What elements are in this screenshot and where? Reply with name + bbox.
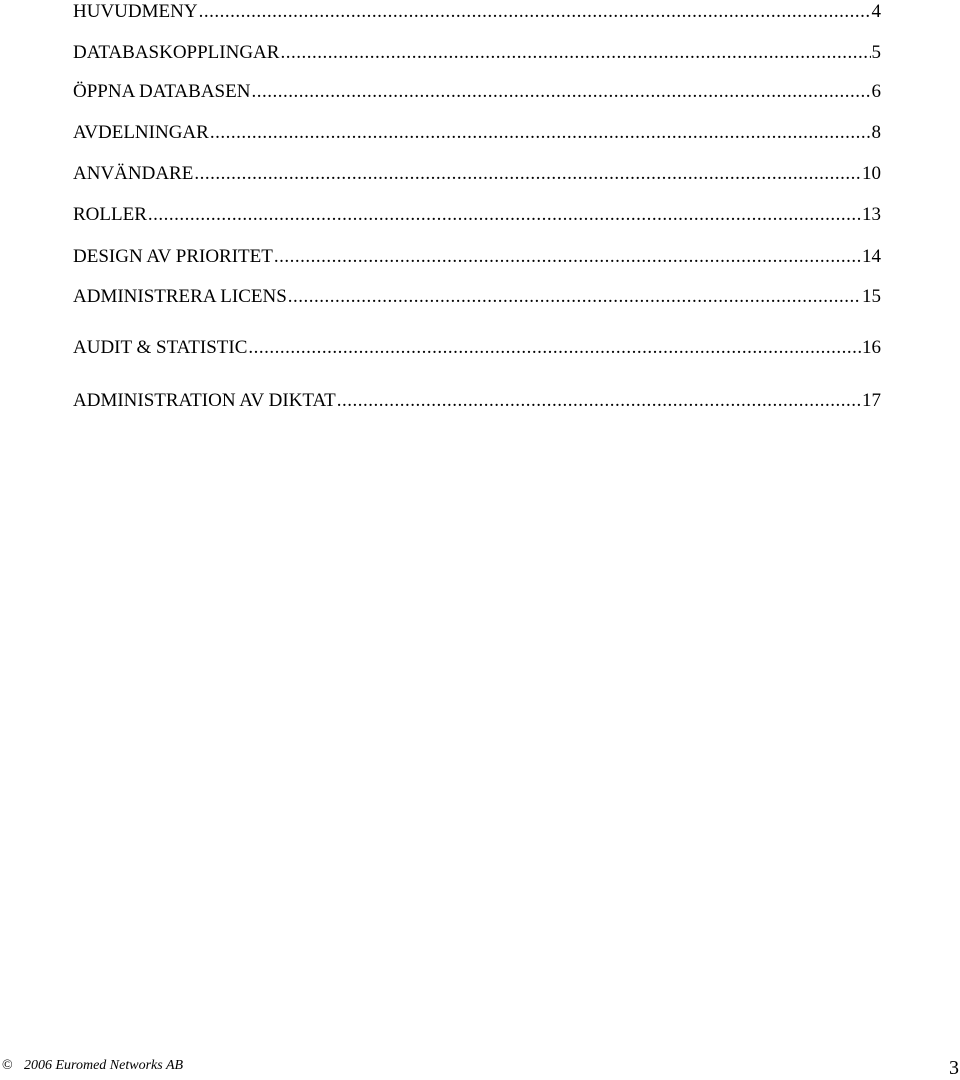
toc-entry-page: 5 xyxy=(871,42,881,63)
toc-entry-page: 13 xyxy=(862,204,881,225)
copyright-text: 2006 Euromed Networks AB xyxy=(24,1058,184,1073)
toc-entry-title: ADMINISTRERA LICENS xyxy=(73,286,287,307)
toc-entry-title: ÖPPNA DATABASEN xyxy=(73,81,251,102)
toc-entry-title: ROLLER xyxy=(73,204,147,225)
toc-entry-page: 16 xyxy=(862,337,881,358)
toc-entry-page: 8 xyxy=(871,122,881,143)
toc-dot-leader xyxy=(251,80,870,104)
toc-dot-leader xyxy=(199,0,871,24)
toc-entry-databaskopplingar[interactable] xyxy=(73,41,881,65)
toc-entry-page: 10 xyxy=(862,163,881,184)
page-number: 3 xyxy=(949,1057,959,1079)
toc-dot-leader xyxy=(194,162,861,186)
toc-entry-title: DESIGN AV PRIORITET xyxy=(73,246,273,267)
toc-entry-administration-av-diktat[interactable] xyxy=(73,389,881,413)
toc-entry-title: ADMINISTRATION AV DIKTAT xyxy=(73,390,336,411)
toc-entry-huvudmeny[interactable] xyxy=(73,0,881,24)
copyright-notice xyxy=(2,1058,183,1074)
toc-entry-title: AUDIT & STATISTIC xyxy=(73,337,248,358)
toc-entry-title: AVDELNINGAR xyxy=(73,122,209,143)
toc-dot-leader xyxy=(210,121,871,145)
toc-entry-design-av-prioritet[interactable] xyxy=(73,245,881,269)
toc-dot-leader xyxy=(337,389,861,413)
toc-entry-anvandare[interactable] xyxy=(73,162,881,186)
toc-entry-title: ANVÄNDARE xyxy=(73,163,194,184)
toc-dot-leader xyxy=(148,203,861,227)
toc-entry-page: 14 xyxy=(862,246,881,267)
toc-entry-page: 17 xyxy=(862,390,881,411)
toc-entry-avdelningar[interactable] xyxy=(73,121,881,145)
toc-dot-leader xyxy=(274,245,861,269)
toc-dot-leader xyxy=(280,41,870,65)
toc-entry-title: HUVUDMENY xyxy=(73,1,198,22)
toc-entry-title: DATABASKOPPLINGAR xyxy=(73,42,280,63)
toc-entry-audit-statistic[interactable] xyxy=(73,336,881,360)
toc-entry-page: 6 xyxy=(871,81,881,102)
toc-entry-page: 15 xyxy=(862,286,881,307)
toc-entry-administrera-licens[interactable] xyxy=(73,285,881,309)
copyright-icon: © xyxy=(2,1058,13,1073)
toc-entry-oppna-databasen[interactable] xyxy=(73,80,881,104)
toc-entry-roller[interactable] xyxy=(73,203,881,227)
page-footer xyxy=(0,1056,960,1080)
toc-entry-page: 4 xyxy=(871,1,881,22)
toc-dot-leader xyxy=(248,336,861,360)
toc-dot-leader xyxy=(288,285,861,309)
